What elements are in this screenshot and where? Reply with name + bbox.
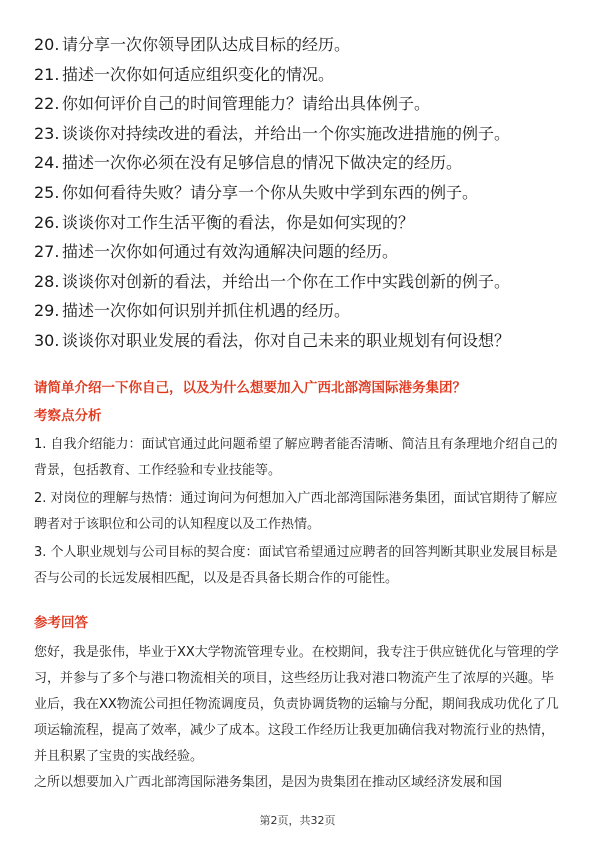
question-item (34, 267, 574, 297)
question-number: 29. (34, 301, 60, 321)
question-number: 22. (34, 94, 60, 114)
analysis-body (34, 432, 564, 594)
question-text: 你如何看待失败？请分享一个你从失败中学到东西的例子。 (62, 182, 479, 202)
question-number: 30. (34, 330, 60, 350)
question-text: 谈谈你对创新的看法，并给出一个你在工作中实践创新的例子。 (62, 271, 511, 291)
answer-heading: 参考回答 (34, 615, 88, 631)
question-text: 描述一次你必须在没有足够信息的情况下做决定的经历。 (62, 153, 463, 173)
question-item (34, 148, 574, 178)
analysis-point: 2. 对岗位的理解与热情：通过询问为何想加入广西北部湾国际港务集团，面试官期待了解应聘者对于该职位和公司的认知程度以及工作热情。 (34, 491, 558, 532)
analysis-point: 1. 自我介绍能力：面试官通过此问题希望了解应聘者能否清晰、简洁且有条理地介绍自己的背景，包括教育、工作经验和专业技能等。 (34, 437, 558, 478)
answer-body (34, 640, 564, 796)
question-item (34, 237, 574, 267)
question-item (34, 89, 574, 119)
question-item (34, 119, 574, 149)
question-item (34, 296, 574, 326)
question-number: 23. (34, 123, 60, 143)
question-heading: 请简单介绍一下你自己，以及为什么想要加入广西北部湾国际港务集团？ (34, 380, 466, 396)
question-item (34, 208, 574, 238)
question-text: 谈谈你对持续改进的看法，并给出一个你实施改进措施的例子。 (62, 123, 511, 143)
question-text: 谈谈你对工作生活平衡的看法，你是如何实现的？ (62, 212, 415, 232)
question-item (34, 178, 574, 208)
answer-paragraph: 您好，我是张伟，毕业于XX大学物流管理专业。在校期间，我专注于供应链优化与管理的学习，并参与了多个与港口物流相关的项目，这些经历让我对港口物流产生了浓厚的兴趣。毕业后，我在XX物流公司担任物流调度员，负责协调货物的运输与分配，期间我成功优化了几项运输流程，提高了效率，减少了成本。这段工作经历让我更加确信我对物流行业的热情，并且积累了宝贵的实战经验。 (34, 645, 559, 764)
question-text: 谈谈你对职业发展的看法，你对自己未来的职业规划有何设想？ (62, 330, 511, 350)
question-number: 20. (34, 35, 60, 54)
page-footer: 第2页，共32页 (259, 814, 336, 827)
question-item (34, 326, 574, 356)
question-number: 21. (34, 64, 60, 84)
question-item (34, 30, 574, 60)
question-text: 描述一次你如何通过有效沟通解决问题的经历。 (62, 242, 399, 262)
question-number: 26. (34, 212, 60, 232)
question-number: 24. (34, 153, 60, 173)
question-text: 请分享一次你领导团队达成目标的经历。 (62, 35, 351, 54)
question-text: 描述一次你如何适应组织变化的情况。 (62, 64, 335, 84)
question-number: 27. (34, 242, 60, 262)
answer-paragraph: 之所以想要加入广西北部湾国际港务集团，是因为贵集团在推动区域经济发展和国 (34, 775, 503, 790)
question-number: 25. (34, 182, 60, 202)
analysis-point: 3. 个人职业规划与公司目标的契合度：面试官希望通过应聘者的回答判断其职业发展目标是否与公司的长远发展相匹配，以及是否具备长期合作的可能性。 (34, 545, 558, 586)
question-text: 描述一次你如何识别并抓住机遇的经历。 (62, 301, 351, 321)
question-number: 28. (34, 271, 60, 291)
question-item (34, 60, 574, 90)
analysis-heading: 考察点分析 (34, 408, 102, 424)
question-list (34, 30, 574, 356)
question-text: 你如何评价自己的时间管理能力？请给出具体例子。 (62, 94, 431, 114)
